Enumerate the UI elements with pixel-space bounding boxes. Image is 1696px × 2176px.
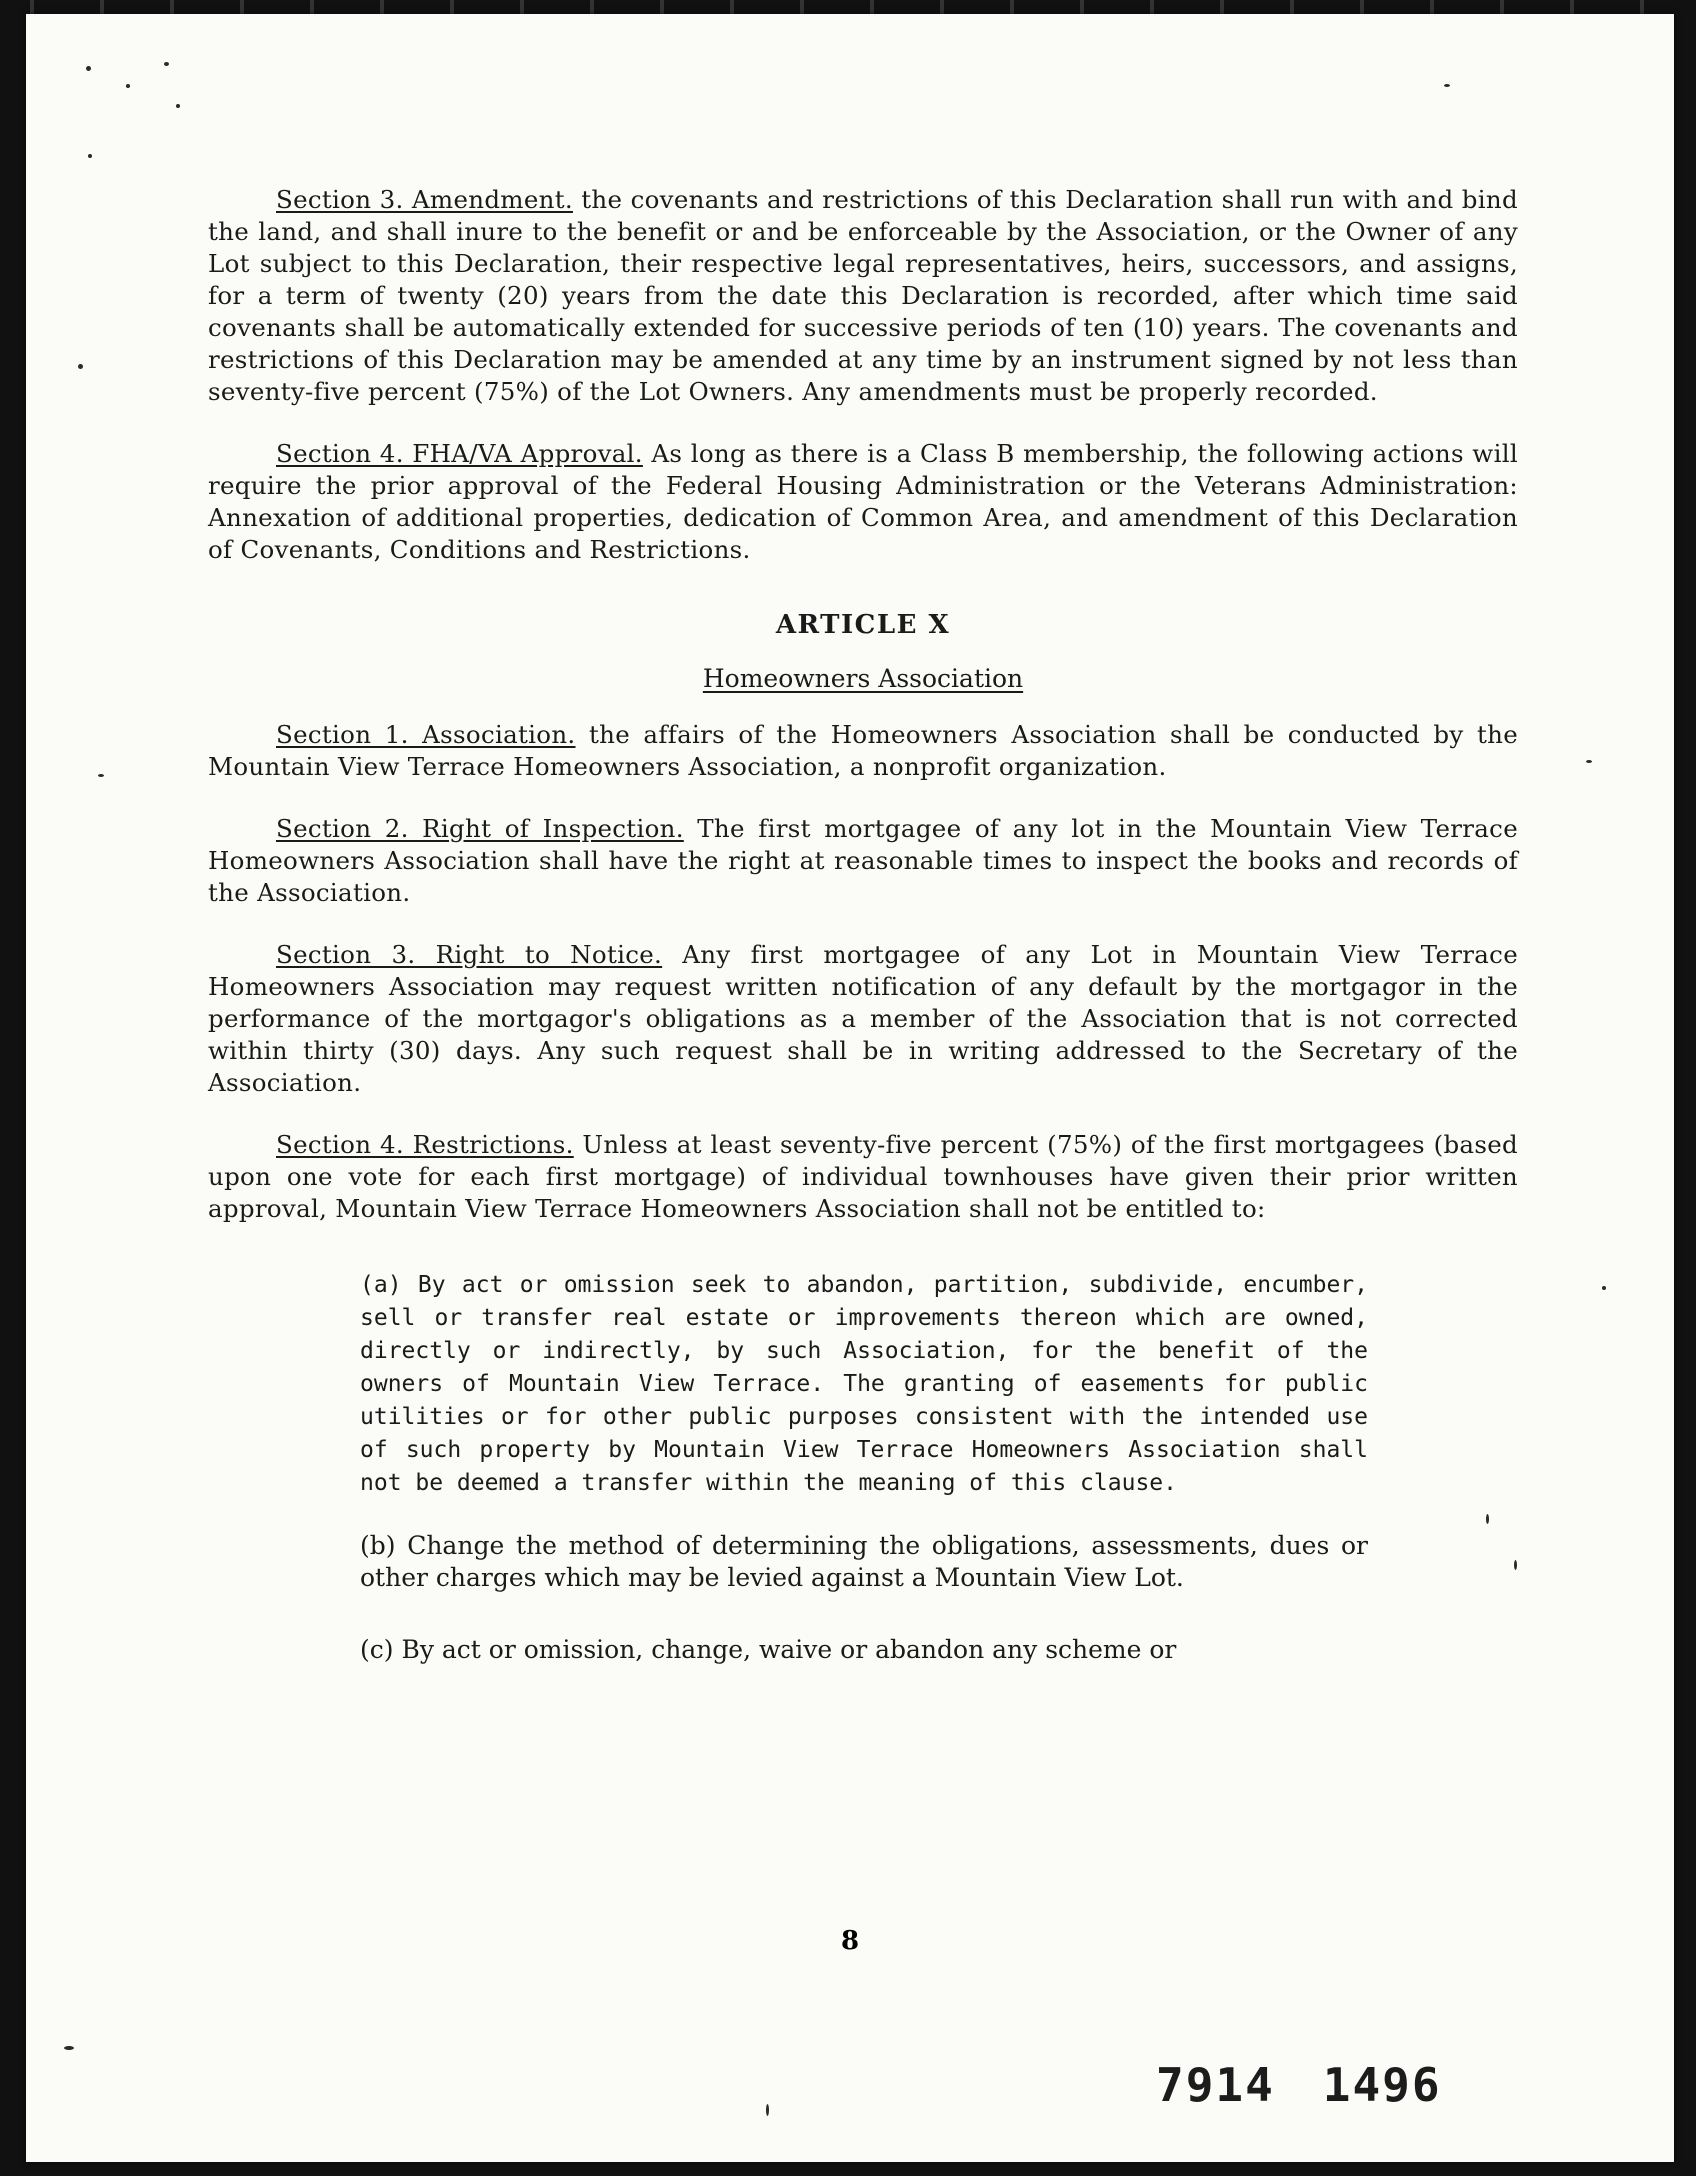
section-text: As long as there is a Class B membership, the following actions will require the prior approval of the Federal Housing Administration or the Veterans Administration: Annexation of additional properties, dedication of Common Area, and amendment of this Declaration of Covenants, Conditions and Restrictions. — [208, 439, 1518, 564]
section-heading: Section 3. Right to Notice. — [276, 940, 663, 969]
scan-speck — [98, 774, 104, 777]
clause-c: (c) By act or omission, change, waive or abandon any scheme or — [360, 1635, 1177, 1664]
scan-speck — [176, 104, 180, 108]
scan-speck — [88, 154, 92, 158]
section-restrictions — [208, 1129, 1518, 1225]
document-body — [208, 184, 1518, 1666]
section-heading: Section 2. Right of Inspection. — [276, 814, 684, 843]
section-heading: Section 3. Amendment. — [276, 185, 573, 214]
document-number — [1156, 2058, 1442, 2112]
article-title: ARTICLE X — [775, 610, 951, 640]
section-fha-va-approval — [208, 438, 1518, 566]
scan-speck — [164, 62, 169, 66]
section-text: the covenants and restrictions of this Declaration shall run with and bind the land, and shall inure to the benefit or and be enforceable by the Association, or the Owner of any Lot subject to this Declaration, their respective legal representatives, heirs, successors, and assigns, for a term of twenty (20) years from the date this Declaration is recorded, after which time said covenants shall be automatically extended for successive periods of ten (10) years. The covenants and restrictions of this Declaration may be amended at any time by an instrument signed by not less than seventy-five percent (75%) of the Lot Owners. Any amendments must be properly recorded. — [208, 185, 1518, 406]
scan-speck — [126, 84, 130, 88]
section-amendment — [208, 184, 1518, 408]
scan-speck — [78, 364, 83, 369]
section-right-to-notice — [208, 939, 1518, 1099]
section-association — [208, 719, 1518, 783]
document-number-part2: 1496 — [1322, 2058, 1442, 2112]
scan-speck — [86, 66, 91, 71]
clause-b: (b) Change the method of determining the obligations, assessments, dues or other charges which may be levied against a Mountain View Lot. — [360, 1531, 1368, 1592]
section-heading: Section 1. Association. — [276, 720, 576, 749]
scan-speck — [1444, 84, 1450, 87]
section-right-of-inspection — [208, 813, 1518, 909]
article-subtitle: Homeowners Association — [702, 664, 1024, 693]
section-text: Any first mortgagee of any Lot in Mountain View Terrace Homeowners Association may request written notification of any default by the mortgagor in the performance of the mortgagor's obligations as a member of the Association that is not corrected within thirty (30) days. Any such request shall be in writing addressed to the Secretary of the Association. — [208, 940, 1518, 1097]
scan-speck — [1602, 1286, 1606, 1290]
scan-speck — [1586, 760, 1592, 763]
section-heading: Section 4. FHA/VA Approval. — [276, 439, 643, 468]
scan-edge — [0, 0, 1696, 14]
scan-speck — [64, 2046, 74, 2050]
page-number: 8 — [840, 1926, 860, 1956]
scan-speck — [766, 2104, 769, 2116]
section-text: Unless at least seventy-five percent (75%) of the first mortgagees (based upon one vote for each first mortgage) of individual townhouses have given their prior written approval, Mountain View Terrace Homeowners Association shall not be entitled to: — [208, 1130, 1518, 1223]
section-heading: Section 4. Restrictions. — [276, 1130, 574, 1159]
section-text: the affairs of the Homeowners Association shall be conducted by the Mountain View Terrace Homeowners Association, a nonprofit organization. — [208, 720, 1518, 781]
clause-a: (a) By act or omission seek to abandon, partition, subdivide, encumber, sell or transfer real estate or improvements thereon which are owned, directly or indirectly, by such Association, for the benefit of the owners of Mountain View Terrace. The granting of easements for public utilities or for other public purposes consistent with the intended use of such property by Mountain View Terrace Homeowners Association shall not be deemed a transfer within the meaning of this clause. — [360, 1272, 1368, 1496]
document-number-part1: 7914 — [1156, 2058, 1275, 2112]
document-page — [26, 14, 1674, 2162]
section-text: The first mortgagee of any lot in the Mountain View Terrace Homeowners Association shall have the right at reasonable times to inspect the books and records of the Association. — [208, 814, 1518, 907]
